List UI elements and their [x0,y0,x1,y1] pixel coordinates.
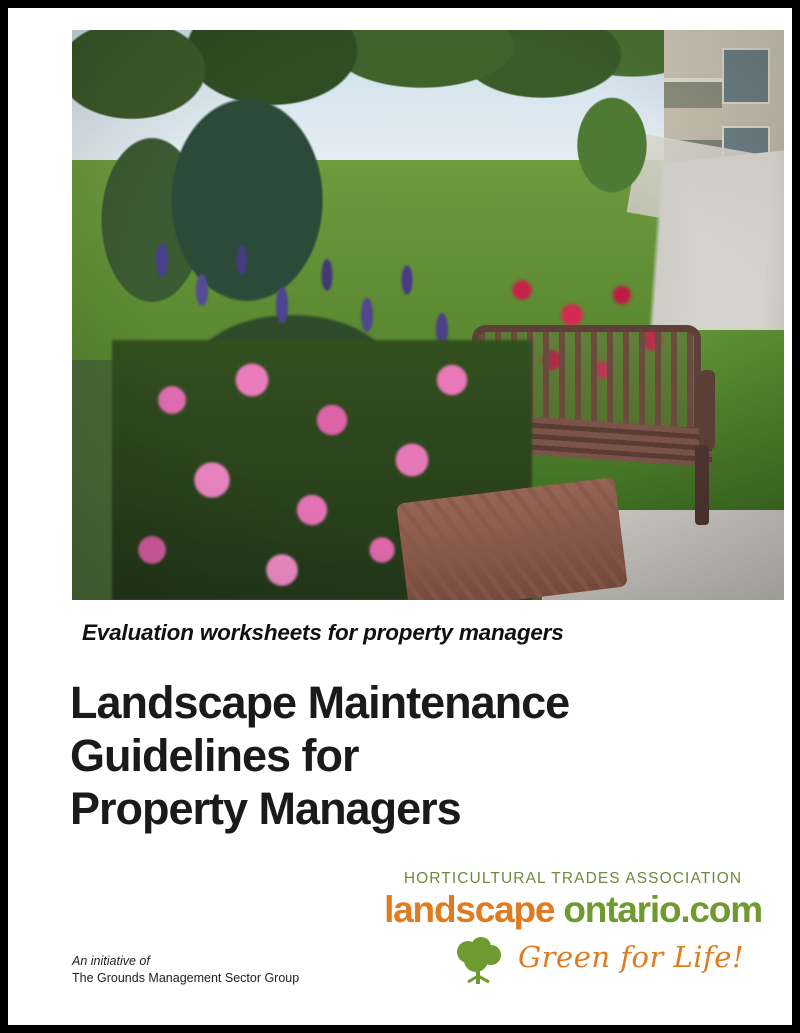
initiative-line-1: An initiative of [72,954,150,968]
logo-wordmark [368,890,778,930]
cover-subtitle: Evaluation worksheets for property managers [82,620,564,645]
initiative-line-2: The Grounds Management Sector Group [72,971,300,985]
logo-tagline: Green for Life! [518,940,745,974]
logo-word-landscape: landscape [384,889,555,930]
title-line-3: Property Managers [70,783,461,834]
title-line-2: Guidelines for [70,730,359,781]
page-title [70,676,770,835]
tree-icon [448,936,510,988]
photo-vignette [72,30,784,600]
logo-kicker: HORTICULTURAL TRADES ASSOCIATION [403,870,743,887]
logo-word-dotcom: .com [680,889,762,930]
cover-page [8,8,792,1025]
logo-word-ontario: ontario [563,889,681,930]
title-line-1: Landscape Maintenance [70,677,570,728]
initiative-credit [72,953,299,987]
landscape-ontario-logo [368,870,778,990]
logo-tagline-row [368,934,778,990]
cover-photo [72,30,784,600]
